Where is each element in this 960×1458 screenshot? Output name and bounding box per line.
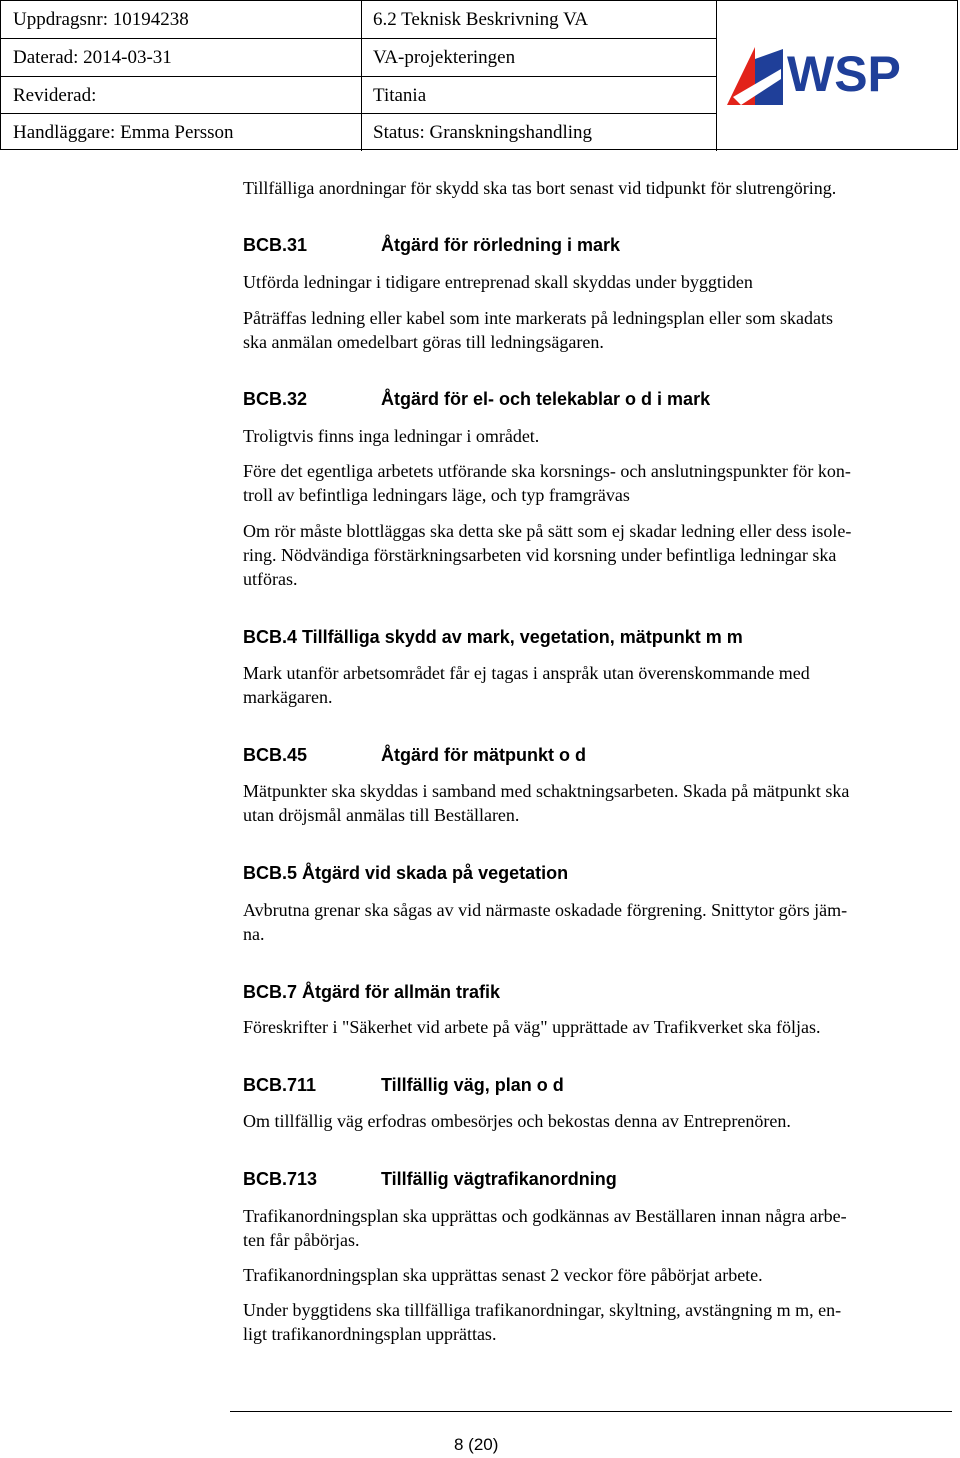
section-title: Åtgärd för el- och telekablar o d i mark	[381, 389, 711, 409]
paragraph: Troligtvis finns inga ledningar i området.	[243, 426, 540, 446]
paragraph: utan dröjsmål anmälas till Beställaren.	[243, 805, 520, 825]
wsp-logo	[723, 39, 919, 109]
section-title: Tillfällig vägtrafikanordning	[381, 1169, 617, 1189]
paragraph: ten får påbörjas.	[243, 1230, 360, 1250]
section-title: Åtgärd för rörledning i mark	[381, 235, 621, 255]
section-number: BCB.713	[243, 1169, 318, 1189]
paragraph: markägaren.	[243, 687, 333, 707]
section-title: Tillfällig väg, plan o d	[381, 1075, 564, 1095]
section-number: BCB.45	[243, 745, 308, 765]
section-heading-bcb31	[243, 233, 621, 257]
section-heading-bcb32	[243, 387, 711, 411]
paragraph: Mark utanför arbetsområdet får ej tagas i anspråk utan överenskommande med	[243, 663, 810, 683]
section-heading-bcb7: BCB.7 Åtgärd för allmän trafik	[243, 982, 501, 1002]
project-name: VA-projekteringen	[373, 47, 516, 68]
site-name: Titania	[373, 85, 427, 106]
section-number: BCB.711	[243, 1075, 317, 1095]
page-number: 8 (20)	[454, 1435, 499, 1454]
footer-rule	[230, 1411, 952, 1412]
section-heading-bcb5: BCB.5 Åtgärd vid skada på vegetation	[243, 863, 569, 883]
paragraph: troll av befintliga ledningars läge, och typ framgrävas	[243, 485, 630, 505]
paragraph: Före det egentliga arbetets utförande ska korsnings- och anslutningspunkter för kon-	[243, 461, 851, 481]
status-field: Status: Granskningshandling	[373, 122, 593, 143]
paragraph: Om rör måste blottläggas ska detta ske på sätt som ej skadar ledning eller dess isole-	[243, 521, 852, 541]
paragraph: Om tillfällig väg erfodras ombesörjes och bekostas denna av Entreprenören.	[243, 1111, 791, 1131]
section-heading-bcb713	[243, 1167, 617, 1191]
section-title: Åtgärd för mätpunkt o d	[381, 745, 586, 765]
paragraph: Under byggtidens ska tillfälliga trafikanordningar, skyltning, avstängning m m, en-	[243, 1300, 842, 1320]
paragraph: ring. Nödvändiga förstärkningsarbeten vid korsning under befintliga ledningar ska	[243, 545, 837, 565]
paragraph: Mätpunkter ska skyddas i samband med schaktningsarbeten. Skada på mätpunkt ska	[243, 781, 850, 801]
section-heading-bcb711	[243, 1073, 564, 1097]
section-heading-bcb45	[243, 743, 586, 767]
paragraph: ligt trafikanordningsplan upprättas.	[243, 1324, 497, 1344]
paragraph: utföras.	[243, 569, 298, 589]
revised-field: Reviderad:	[13, 85, 97, 106]
paragraph: Trafikanordningsplan ska upprättas senast 2 veckor före påbörjat arbete.	[243, 1265, 763, 1285]
paragraph: Avbrutna grenar ska sågas av vid närmaste oskadade förgrening. Snittytor görs jäm-	[243, 900, 848, 920]
section-number: BCB.31	[243, 235, 308, 255]
logo-wordmark: WSP	[787, 46, 901, 102]
date-field: Daterad: 2014-03-31	[13, 47, 172, 68]
paragraph: na.	[243, 924, 265, 944]
section-number: BCB.32	[243, 389, 308, 409]
paragraph: Trafikanordningsplan ska upprättas och godkännas av Beställaren innan några arbe-	[243, 1206, 847, 1226]
handler-field: Handläggare: Emma Persson	[13, 122, 234, 143]
paragraph: Utförda ledningar i tidigare entreprenad skall skyddas under byggtiden	[243, 272, 753, 292]
assignment-number: Uppdragsnr: 10194238	[13, 9, 189, 30]
paragraph: ska anmälan omedelbart göras till ledningsägaren.	[243, 332, 604, 352]
section-heading-bcb4: BCB.4 Tillfälliga skydd av mark, vegetation, mätpunkt m m	[243, 627, 743, 647]
intro-paragraph: Tillfälliga anordningar för skydd ska tas bort senast vid tidpunkt för slutrengöring.	[243, 178, 837, 198]
document-header	[0, 0, 958, 150]
paragraph: Föreskrifter i "Säkerhet vid arbete på väg" upprättade av Trafikverket ska följas.	[243, 1017, 821, 1037]
paragraph: Påträffas ledning eller kabel som inte markerats på ledningsplan eller som skadats	[243, 308, 833, 328]
document-title: 6.2 Teknisk Beskrivning VA	[373, 9, 589, 30]
